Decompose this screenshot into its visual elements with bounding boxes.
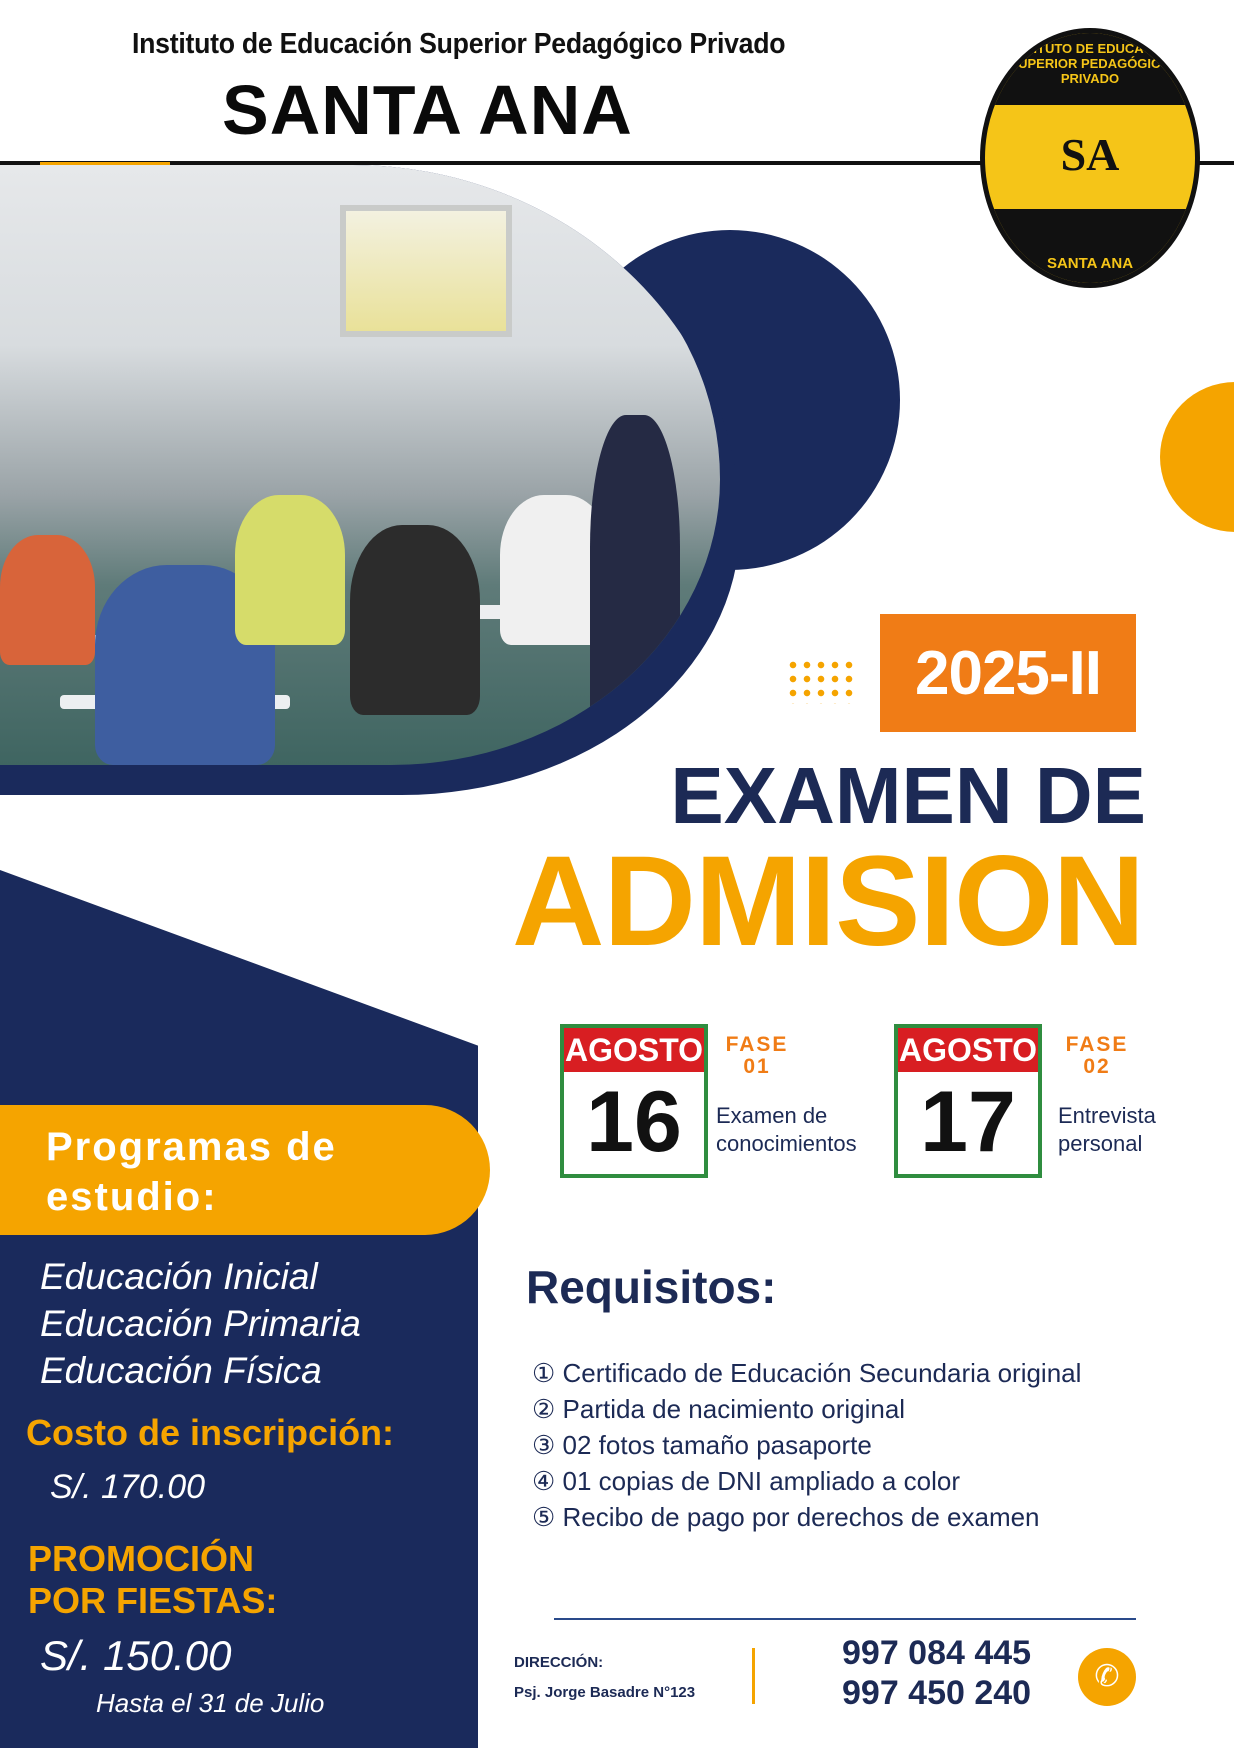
- phase-desc-line: personal: [1058, 1131, 1143, 1156]
- institute-name: SANTA ANA: [222, 71, 633, 149]
- promo-value: S/. 150.00: [40, 1632, 232, 1679]
- period-badge: 2025-II: [880, 614, 1136, 732]
- decorative-dots: [786, 658, 856, 704]
- photo-frame: [0, 165, 740, 795]
- program-item: Educación Inicial: [40, 1256, 318, 1297]
- requirement-item: ⑤ Recibo de pago por derechos de examen: [532, 1502, 1040, 1532]
- fase-label: FASE: [1065, 1033, 1129, 1056]
- footer-vertical-divider: [752, 1648, 755, 1704]
- calendar-month: AGOSTO: [898, 1028, 1038, 1072]
- cost-value: S/. 170.00: [50, 1468, 206, 1506]
- headline-line1: EXAMEN DE: [670, 751, 1146, 840]
- phone-icon: ✆: [1078, 1648, 1136, 1706]
- classroom-photo: [0, 165, 720, 765]
- promo-title-line1: PROMOCIÓN: [28, 1538, 255, 1579]
- phase-1-label: [714, 1034, 800, 1078]
- phase-2-label: [1054, 1034, 1140, 1078]
- institute-logo: [980, 28, 1200, 288]
- phase-desc-line: Entrevista: [1058, 1103, 1156, 1128]
- calendar-phase-1: [560, 1024, 708, 1178]
- requirements-title: Requisitos:: [526, 1261, 777, 1313]
- calendar-day: 16: [586, 1074, 682, 1170]
- phase-desc-line: conocimientos: [716, 1131, 857, 1156]
- phase-desc-line: Examen de: [716, 1103, 828, 1128]
- promo-deadline: Hasta el 31 de Julio: [96, 1688, 325, 1718]
- logo-top-text: INSTITUTO DE EDUCACIÓN SUPERIOR PEDAGÓGICO PRIVADO: [1003, 41, 1177, 86]
- fase-number: 02: [1083, 1055, 1111, 1078]
- requirement-item: ② Partida de nacimiento original: [532, 1394, 906, 1424]
- programs-title: Programas de estudio:: [46, 1125, 337, 1219]
- requirement-item: ④ 01 copias de DNI ampliado a color: [532, 1466, 960, 1496]
- program-item: Educación Física: [40, 1350, 322, 1391]
- decorative-orange-circle: [1160, 382, 1234, 532]
- requirement-item: ① Certificado de Educación Secundaria original: [532, 1358, 1082, 1388]
- fase-number: 01: [743, 1055, 771, 1078]
- institute-subtitle: Instituto de Educación Superior Pedagógico Privado: [132, 28, 786, 60]
- logo-initials: SA: [1060, 129, 1120, 180]
- calendar-day: 17: [920, 1074, 1016, 1170]
- phone-number[interactable]: 997 084 445: [842, 1634, 1032, 1672]
- promo-title-line2: POR FIESTAS:: [28, 1580, 278, 1621]
- program-item: Educación Primaria: [40, 1303, 361, 1344]
- phase-1-description: [716, 1102, 857, 1158]
- logo-bottom-text: SANTA ANA: [1046, 255, 1134, 272]
- headline-line2: ADMISION: [512, 830, 1144, 973]
- promo-title: [28, 1538, 448, 1622]
- calendar-phase-2: [894, 1024, 1042, 1178]
- phone-number[interactable]: 997 450 240: [842, 1674, 1032, 1712]
- address-value: Psj. Jorge Basadre N°123: [514, 1684, 696, 1701]
- fase-label: FASE: [725, 1033, 789, 1056]
- calendar-month: AGOSTO: [564, 1028, 704, 1072]
- phase-2-description: [1058, 1102, 1156, 1158]
- requirement-item: ③ 02 fotos tamaño pasaporte: [532, 1430, 872, 1460]
- address-label: DIRECCIÓN:: [514, 1654, 604, 1671]
- cost-title: Costo de inscripción:: [26, 1412, 395, 1453]
- footer-divider: [554, 1618, 1136, 1620]
